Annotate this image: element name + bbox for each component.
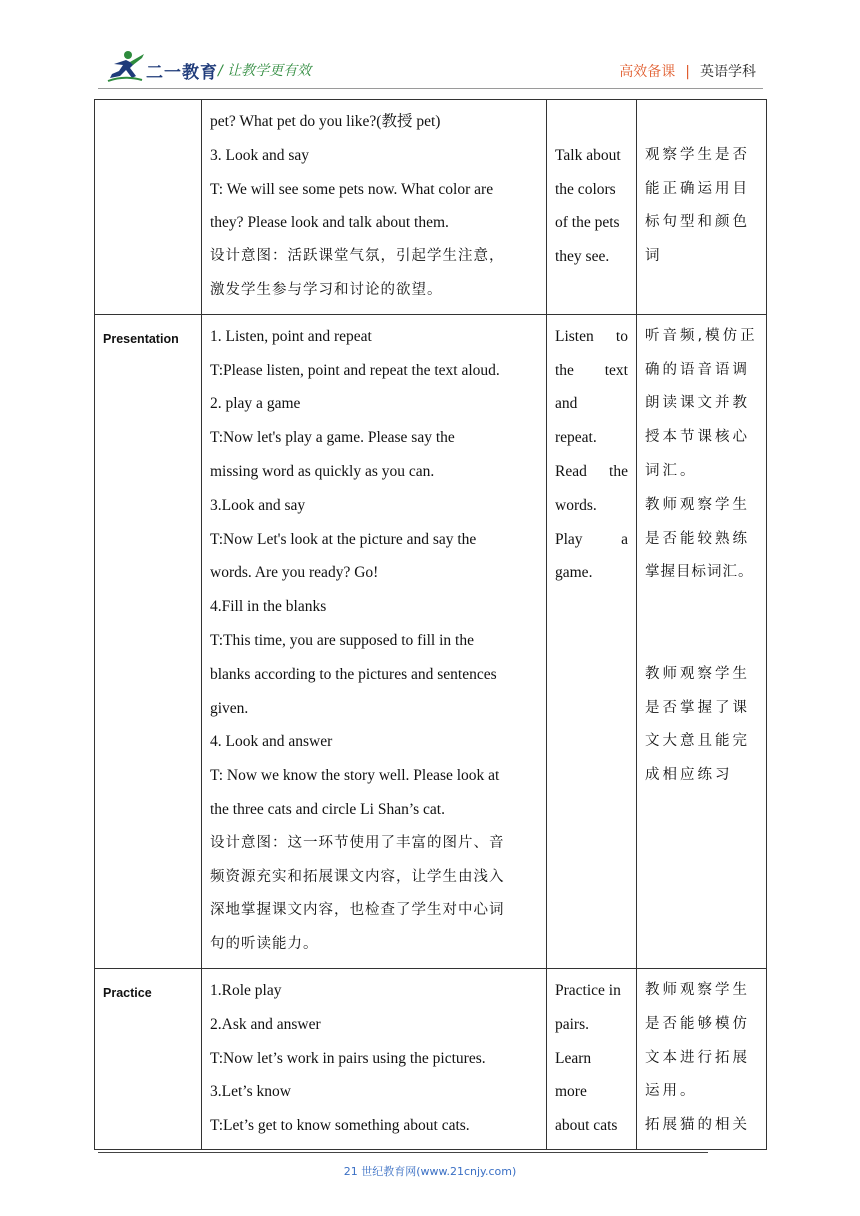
activity-line: Talk about (555, 146, 621, 164)
process-line: 1.Role play (210, 981, 282, 999)
design-intent-line: 深地掌握课文内容，也检查了学生对中心词 (210, 902, 505, 919)
process-line: T: We will see some pets now. What color are (210, 180, 494, 198)
table-row (95, 100, 767, 315)
process-line: T:Please listen, point and repeat the text aloud. (210, 361, 500, 379)
notes-line: 是否能较熟练 (645, 530, 750, 547)
activity-cell (547, 968, 637, 1149)
process-line: T:Now Let's look at the picture and say the (210, 530, 477, 548)
activity-cell (547, 100, 637, 315)
process-line: pet? What pet do you like?(教授 pet) (210, 113, 441, 130)
activity-line: more (555, 1083, 587, 1101)
activity-line: Read the (555, 462, 628, 480)
notes-cell (637, 968, 767, 1149)
stage-cell (95, 100, 202, 315)
logo-slogan: / 让教学更有效 (218, 63, 312, 79)
table-row (95, 314, 767, 968)
notes-line: 是否能够模仿 (645, 1015, 750, 1032)
activity-cell (547, 314, 637, 968)
design-intent-line: 设计意图：这一环节使用了丰富的图片、音 (210, 834, 505, 851)
header-subject (619, 61, 756, 81)
notes-line: 是否掌握了课 (645, 699, 750, 716)
activity-line: Listen to (555, 327, 628, 345)
notes-line: 观察学生是否 (645, 146, 750, 163)
notes-line: 授本节课核心 (645, 429, 750, 446)
notes-line: 教师观察学生 (645, 981, 750, 998)
process-line: 2.Ask and answer (210, 1015, 321, 1033)
notes-line: 词 (645, 248, 663, 265)
process-line: given. (210, 699, 249, 717)
header-separator: | (685, 64, 690, 80)
notes-line: 运用。 (645, 1083, 698, 1100)
design-intent-line: 频资源充实和拓展课文内容，让学生由浅入 (210, 868, 505, 885)
activity-line: Play a (555, 530, 628, 548)
activity-line: the text (555, 361, 628, 379)
process-line: they? Please look and talk about them. (210, 214, 449, 232)
process-cell (202, 314, 547, 968)
activity-line: game. (555, 564, 593, 582)
design-intent-line: 句的听读能力。 (210, 936, 319, 953)
notes-line: 听音频,模仿正 (645, 327, 758, 344)
header-tag-subject: 英语学科 (700, 64, 756, 80)
activity-line: Learn (555, 1049, 592, 1067)
lesson-plan-table (94, 99, 767, 1150)
process-line: T:Let’s get to know something about cats. (210, 1117, 470, 1135)
notes-line: 掌握目标词汇。 (645, 564, 754, 581)
process-line: 2. play a game (210, 395, 301, 413)
activity-line: the colors (555, 180, 616, 198)
notes-line: 确的语音语调 (645, 361, 750, 378)
process-line: the three cats and circle Li Shan’s cat. (210, 800, 445, 818)
stage-cell: Presentation (95, 314, 202, 968)
process-line: blanks according to the pictures and sentences (210, 665, 497, 683)
process-line: 1. Listen, point and repeat (210, 327, 372, 345)
notes-line: 文本进行拓展 (645, 1049, 750, 1066)
process-line: 4. Look and answer (210, 733, 333, 751)
activity-line: pairs. (555, 1015, 590, 1033)
header-divider (98, 88, 763, 89)
process-line: words. Are you ready? Go! (210, 564, 379, 582)
notes-line: 能正确运用目 (645, 180, 750, 197)
process-line: 3.Let’s know (210, 1083, 291, 1101)
notes-line: 文大意且能完 (645, 733, 750, 750)
notes-cell (637, 314, 767, 968)
notes-cell (637, 100, 767, 315)
process-line: 4.Fill in the blanks (210, 598, 327, 616)
page-header (0, 0, 860, 100)
process-line: T:Now let's play a game. Please say the (210, 429, 455, 447)
process-line: 3.Look and say (210, 496, 306, 514)
design-intent-line: 激发学生参与学习和讨论的欲望。 (210, 281, 443, 298)
activity-line: and (555, 395, 578, 413)
notes-line: 教师观察学生 (645, 665, 750, 682)
header-tag-prep: 高效备课 (619, 64, 676, 80)
activity-line: words. (555, 496, 597, 514)
process-line: 3. Look and say (210, 146, 310, 164)
logo-text: 二一教育 (146, 63, 218, 83)
process-cell (202, 968, 547, 1149)
process-line: T: Now we know the story well. Please look at (210, 767, 500, 785)
runner-logo-icon (106, 50, 146, 84)
table-row (95, 968, 767, 1149)
process-line: T:This time, you are supposed to fill in the (210, 631, 474, 649)
stage-cell: Practice (95, 968, 202, 1149)
process-cell (202, 100, 547, 315)
process-line: T:Now let’s work in pairs using the pictures. (210, 1049, 486, 1067)
activity-line: of the pets (555, 214, 620, 232)
footer-link[interactable]: 21 世纪教育网(www.21cnjy.com) (343, 1165, 517, 1178)
activity-line: repeat. (555, 429, 597, 447)
logo (106, 50, 346, 86)
activity-line: Practice in (555, 981, 621, 999)
process-line: missing word as quickly as you can. (210, 462, 435, 480)
notes-line: 标句型和颜色 (645, 214, 750, 231)
notes-line: 拓展猫的相关 (645, 1117, 750, 1134)
design-intent-line: 设计意图：活跃课堂气氛，引起学生注意， (210, 248, 505, 265)
footer-divider (98, 1152, 708, 1153)
notes-line: 成相应练习 (645, 767, 733, 784)
notes-line: 教师观察学生 (645, 496, 750, 513)
activity-line: about cats (555, 1117, 618, 1135)
activity-line: they see. (555, 248, 610, 266)
notes-line: 朗读课文并教 (645, 395, 750, 412)
notes-line: 词汇。 (645, 462, 698, 479)
